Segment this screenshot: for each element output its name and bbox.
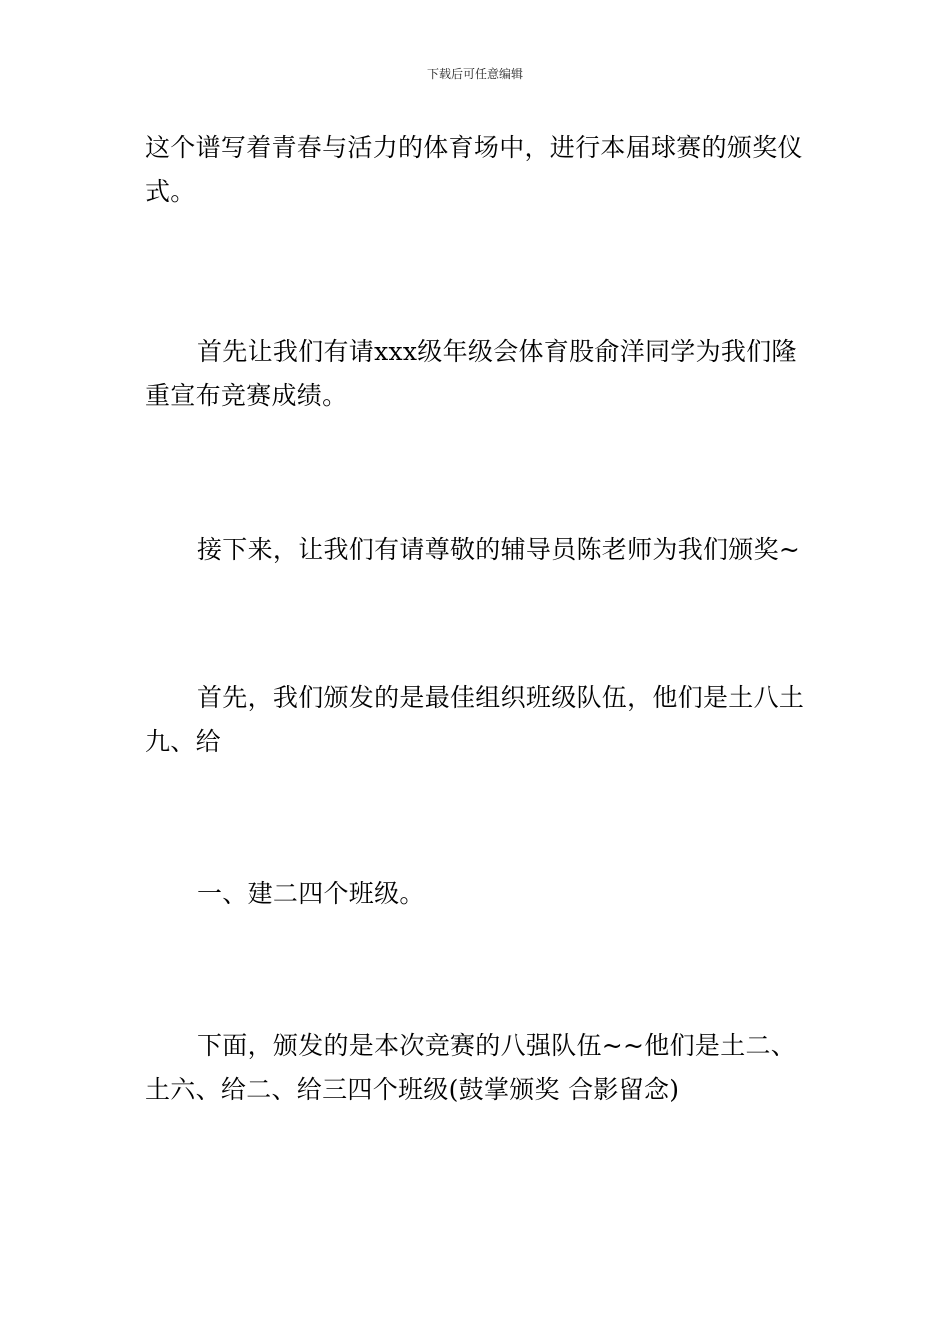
paragraph-announce-results: 首先让我们有请xxx级年级会体育股俞洋同学为我们隆重宣布竞赛成绩。: [145, 337, 797, 410]
paragraph-four-classes: 一、建二四个班级。: [197, 879, 425, 908]
paragraph-invite-teacher: 接下来，让我们有请尊敬的辅导员陈老师为我们颁奖~: [197, 535, 801, 564]
page-header: 下载后可任意编辑: [426, 67, 523, 81]
paragraph-top-eight-teams: 下面，颁发的是本次竞赛的八强队伍~~他们是土二、土六、给二、给三四个班级(鼓掌颁奖 合影留念): [145, 1031, 797, 1104]
paragraph-award-ceremony-intro: 这个谱写着青春与活力的体育场中，进行本届球赛的颁奖仪式。: [145, 133, 803, 206]
paragraph-best-organized-teams: 首先，我们颁发的是最佳组织班级队伍，他们是土八土九、给: [145, 683, 805, 756]
